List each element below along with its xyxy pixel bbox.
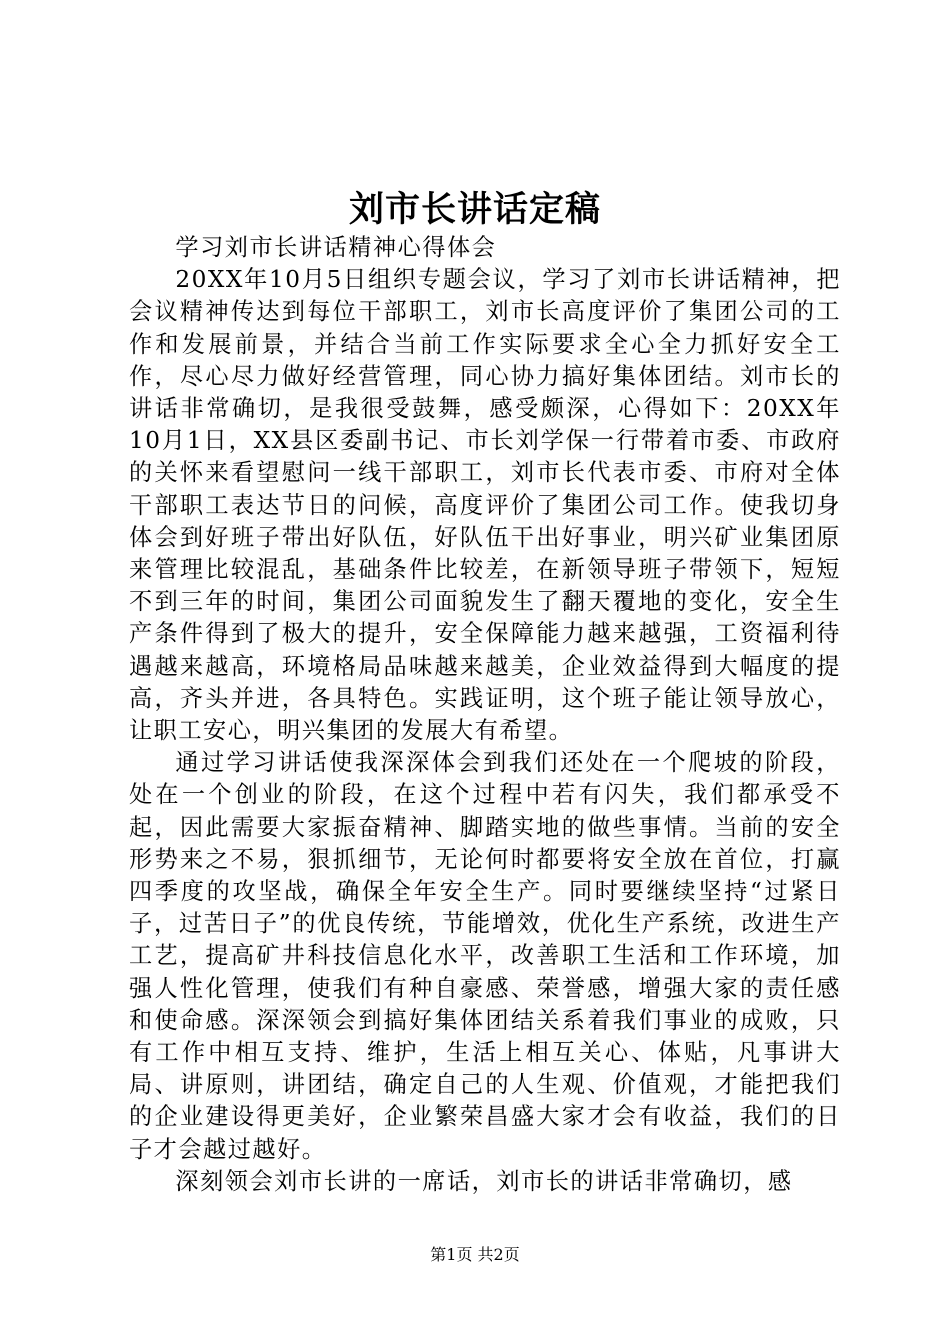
paragraph: 通过学习讲话使我深深体会到我们还处在一个爬坡的阶段，处在一个创业的阶段，在这个过程中若有闪失，我们都承受不起，因此需要大家振奋精神、脚踏实地的做些事情。当前的安全形势来之不易，狠抓细节，无论何时都要将安全放在首位，打赢四季度的攻坚战，确保全年安全生产。同时要继续坚持“过紧日子，过苦日子”的优良传统，节能增效，优化生产系统，改进生产工艺，提高矿井科技信息化水平，改善职工生活和工作环境，加强人性化管理，使我们有种自豪感、荣誉感，增强大家的责任感和使命感。深深领会到搞好集体团结关系着我们事业的成败，只有工作中相互支持、维护，生活上相互关心、体贴，凡事讲大局、讲原则，讲团结，确定自己的人生观、价值观，才能把我们的企业建设得更美好，企业繁荣昌盛大家才会有收益，我们的日子才会越过越好。: [129, 749, 841, 1163]
document-title: 刘市长讲话定稿: [348, 189, 601, 230]
page-footer: 第1页 共2页: [430, 1245, 520, 1264]
paragraph: 深刻领会刘市长讲的一席话，刘市长的讲话非常确切，感: [175, 1167, 793, 1195]
paragraph: 20XX年10月5日组织专题会议，学习了刘市长讲话精神，把会议精神传达到每位干部职工，刘市长高度评价了集团公司的工作和发展前景，并结合当前工作实际要求全心全力抓好安全工作，尽心尽力做好经营管理，同心协力搞好集体团结。刘市长的讲话非常确切，是我很受鼓舞，感受颇深，心得如下：20XX年10月1日，XX县区委副书记、市长刘学保一行带着市委、市政府的关怀来看望慰问一线干部职工，刘市长代表市委、市府对全体干部职工表达节日的问候，高度评价了集团公司工作。使我切身体会到好班子带出好队伍，好队伍干出好事业，明兴矿业集团原来管理比较混乱，基础条件比较差，在新领导班子带领下，短短不到三年的时间，集团公司面貌发生了翻天覆地的变化，安全生产条件得到了极大的提升，安全保障能力越来越强，工资福利待遇越来越高，环境格局品味越来越美，企业效益得到大幅度的提高，齐头并进，各具特色。实践证明，这个班子能让领导放心，让职工安心，明兴集团的发展大有希望。: [129, 266, 841, 745]
document-body: [129, 232, 841, 1198]
document-subtitle: 学习刘市长讲话精神心得体会: [175, 234, 497, 261]
